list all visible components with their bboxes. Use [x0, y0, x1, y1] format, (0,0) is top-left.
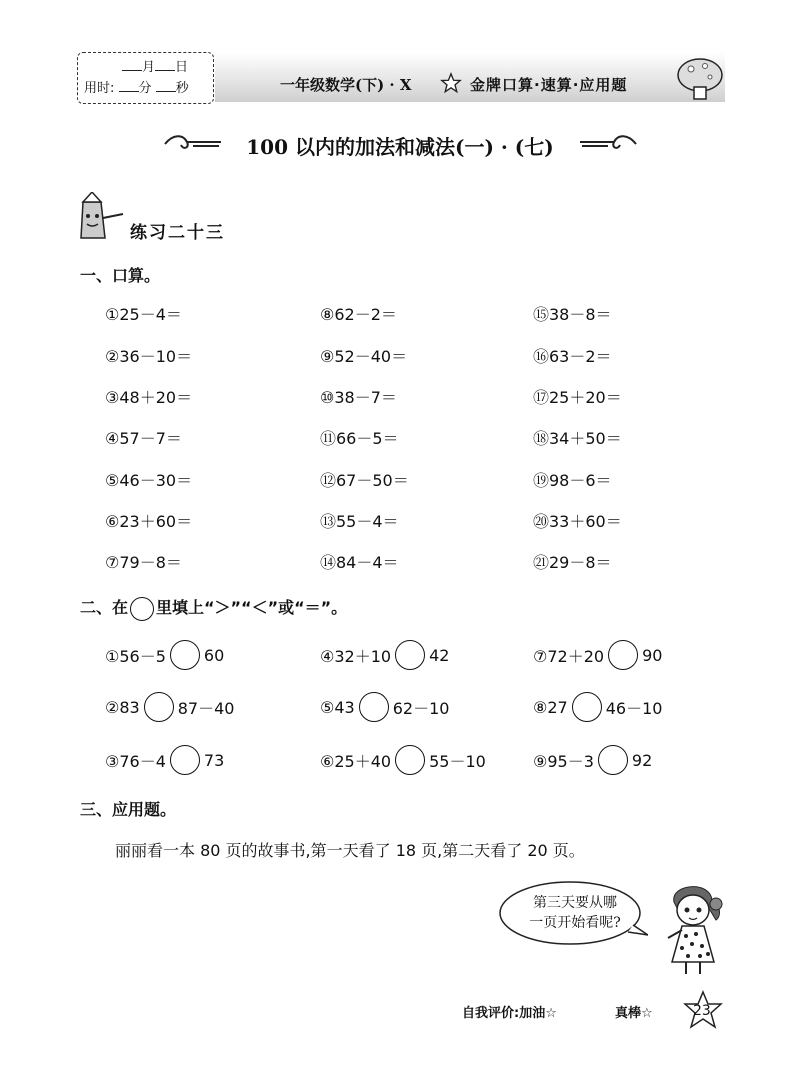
compare-circle[interactable]	[395, 745, 425, 775]
section3-heading: 三、应用题。	[80, 800, 177, 819]
calc-item: ⑮38－8＝	[533, 305, 612, 324]
compare-right: 62－10	[392, 698, 450, 718]
compare-circle[interactable]	[608, 640, 638, 670]
compare-right: 87－40	[177, 698, 235, 718]
great-label: 真棒☆	[615, 1006, 653, 1021]
pencil-mascot-icon	[75, 192, 127, 244]
calc-item: ⑬55－4＝	[320, 512, 399, 531]
calc-item: ⑨52－40＝	[320, 347, 408, 366]
speech-line-1: 第三天要从哪	[533, 895, 617, 911]
compare-circle[interactable]	[144, 692, 174, 722]
calc-item: ⑭84－4＝	[320, 553, 399, 572]
date-time-box	[77, 52, 214, 104]
compare-circle[interactable]	[572, 692, 602, 722]
circle-symbol	[130, 597, 154, 621]
compare-circle[interactable]	[170, 640, 200, 670]
month-blank[interactable]	[122, 58, 142, 71]
calc-item: ⑰25＋20＝	[533, 388, 622, 407]
second-label: 秒	[175, 81, 189, 96]
section2-heading-pre: 二、在	[80, 598, 129, 617]
compare-right: 92	[631, 750, 653, 770]
compare-left: ⑥25＋40	[320, 751, 392, 771]
calc-item: ⑲98－6＝	[533, 471, 612, 490]
day-blank[interactable]	[155, 58, 175, 71]
section2-heading-post: 里填上“＞”“＜”或“＝”。	[156, 598, 348, 617]
compare-right: 46－10	[605, 698, 663, 718]
word-problem-text: 丽丽看一本 80 页的故事书,第一天看了 18 页,第二天看了 20 页。	[115, 841, 585, 860]
book-title: 一年级数学(下) · X	[280, 76, 412, 94]
compare-left: ③76－4	[105, 751, 166, 771]
day-label: 日	[175, 60, 189, 75]
calc-item: ⑩38－7＝	[320, 388, 397, 407]
compare-right: 90	[642, 645, 663, 665]
second-blank[interactable]	[156, 79, 176, 92]
compare-left: ④32＋10	[320, 646, 392, 666]
section2-heading	[80, 595, 347, 621]
calc-item: ④57－7＝	[105, 429, 182, 448]
speech-line-2: 一页开始看呢?	[529, 915, 621, 931]
compare-left: ⑦72＋20	[533, 646, 605, 666]
compare-left: ⑧27	[533, 697, 568, 717]
compare-circle[interactable]	[598, 745, 628, 775]
time-line	[84, 79, 189, 99]
page-number: 23	[693, 1003, 711, 1019]
compare-left: ②83	[105, 697, 140, 717]
calc-item: ⑧62－2＝	[320, 305, 397, 324]
compare-left: ⑨95－3	[533, 751, 594, 771]
calc-item: ⑤46－30＝	[105, 471, 193, 490]
compare-left: ⑤43	[320, 697, 355, 717]
compare-right: 42	[429, 645, 450, 665]
calc-item: ⑱34＋50＝	[533, 429, 622, 448]
right-swirl-icon	[578, 130, 638, 156]
compare-item	[105, 640, 224, 670]
mushroom-icon	[675, 55, 725, 101]
calc-item: ③48＋20＝	[105, 388, 193, 407]
compare-item	[533, 745, 652, 775]
month-label: 月	[142, 60, 156, 75]
date-line	[122, 58, 188, 78]
star-icon	[440, 72, 462, 94]
section1-heading: 一、口算。	[80, 266, 161, 285]
brand-title: 金牌口算·速算·应用题	[470, 76, 628, 94]
page-title: 100 以内的加法和减法(一) · (七)	[246, 135, 554, 159]
compare-item	[320, 745, 486, 775]
calc-item: ⑫67－50＝	[320, 471, 409, 490]
calc-item: ⑥23＋60＝	[105, 512, 193, 531]
calc-item: ⑪66－5＝	[320, 429, 399, 448]
compare-left: ①56－5	[105, 646, 166, 666]
calc-item: ②36－10＝	[105, 347, 193, 366]
compare-item	[320, 640, 449, 670]
calc-item: ㉑29－8＝	[533, 553, 612, 572]
compare-circle[interactable]	[359, 692, 389, 722]
minute-blank[interactable]	[119, 79, 139, 92]
compare-item	[105, 745, 224, 775]
calc-item: ①25－4＝	[105, 305, 182, 324]
compare-item	[533, 692, 662, 722]
self-eval-label: 自我评价:加油☆	[462, 1006, 557, 1021]
exercise-title: 练习二十三	[130, 223, 225, 243]
compare-right: 60	[203, 645, 225, 665]
calc-item: ⑳33＋60＝	[533, 512, 622, 531]
compare-item	[320, 692, 449, 722]
compare-circle[interactable]	[170, 745, 200, 775]
time-label: 用时:	[84, 81, 115, 96]
girl-illustration	[660, 880, 726, 976]
speech-text	[520, 893, 630, 933]
compare-item	[105, 692, 234, 722]
minute-label: 分	[138, 81, 152, 96]
compare-right: 73	[203, 750, 225, 770]
compare-circle[interactable]	[395, 640, 425, 670]
compare-item	[533, 640, 662, 670]
compare-right: 55－10	[429, 751, 486, 771]
calc-item: ⑦79－8＝	[105, 553, 182, 572]
calc-item: ⑯63－2＝	[533, 347, 612, 366]
